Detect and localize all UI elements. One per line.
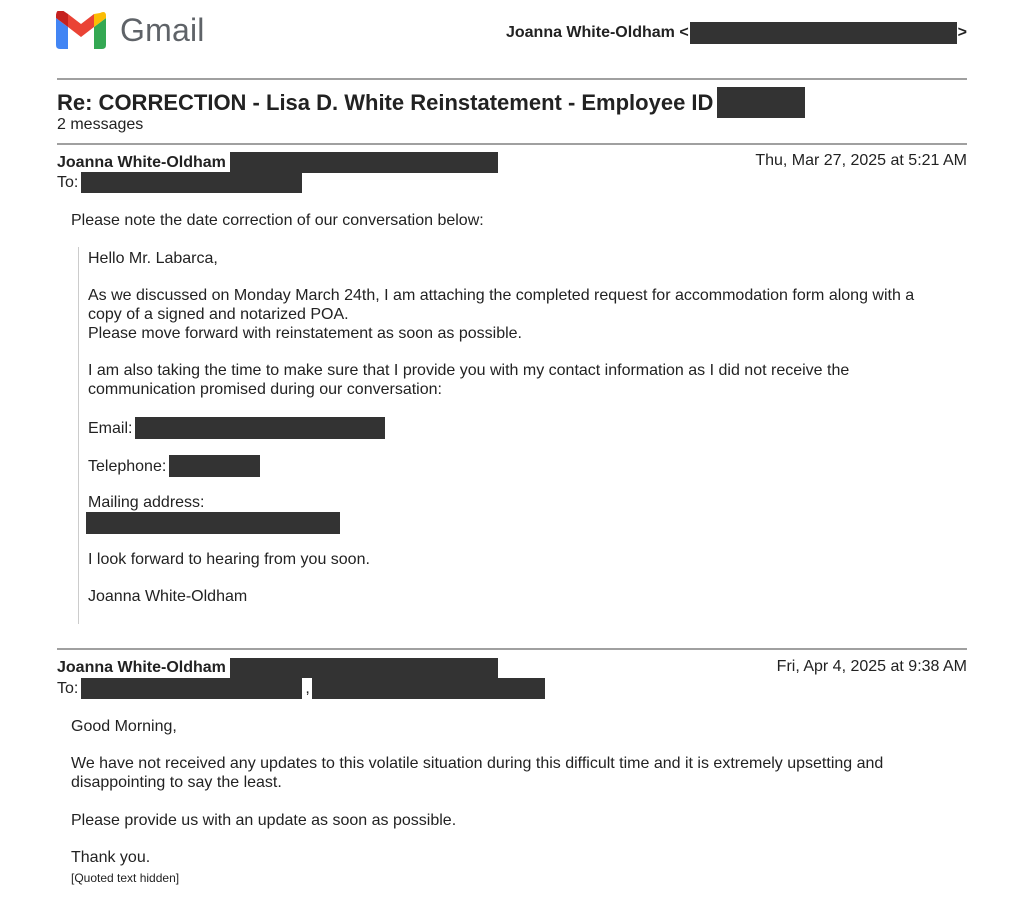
gmail-logo [56, 10, 205, 50]
quoted-paragraph-1: As we discussed on Monday March 24th, I am attaching the completed request for accommodation form along with a copy of a signed and notarized POA. Please move forward with reinstatement as soon as possible. [88, 287, 915, 342]
quoted-email-line [88, 417, 385, 439]
message2-thanks: Thank you. [71, 849, 151, 866]
redacted-account-email [690, 22, 957, 44]
quoted-text-hidden-link[interactable]: [Quoted text hidden] [71, 871, 180, 885]
header-divider [57, 78, 967, 80]
email-label: Email: [88, 419, 133, 437]
subject-text: Re: CORRECTION - Lisa D. White Reinstatement - Employee ID [57, 89, 714, 115]
message1-to-row [57, 172, 967, 193]
account-header [506, 22, 967, 44]
account-name: Joanna White-Oldham < [505, 24, 689, 41]
quoted-telephone-line [88, 455, 260, 477]
redacted-mailing-address [86, 512, 340, 534]
account-close-bracket: > [957, 24, 967, 41]
message1-from-row [57, 152, 967, 173]
message2-to-row [57, 678, 967, 699]
mailing-address-label: Mailing address: [88, 494, 205, 511]
sender-name: Joanna White-Oldham [57, 153, 226, 171]
subject-divider [57, 143, 967, 145]
message1-intro: Please note the date correction of our conversation below: [71, 212, 484, 229]
redacted-recipient-2 [312, 678, 545, 699]
gmail-wordmark: Gmail [120, 11, 205, 48]
message2-greeting: Good Morning, [71, 718, 177, 735]
message2-paragraph-1: We have not received any updates to this volatile situation during this difficult time and it is extremely upsetting and disappointing to say the least. [71, 755, 884, 791]
recipient-separator: , [305, 679, 310, 697]
message2-date: Fri, Apr 4, 2025 at 9:38 AM [776, 658, 967, 675]
sender-name: Joanna White-Oldham [57, 659, 226, 676]
redacted-sender-email [230, 658, 498, 678]
redacted-recipient-1 [81, 678, 302, 699]
redacted-telephone [169, 455, 260, 477]
quoted-paragraph-2: I am also taking the time to make sure that I provide you with my contact information as I did not receive the communication promised during our conversation: [88, 362, 850, 398]
message1-date: Thu, Mar 27, 2025 at 5:21 AM [755, 152, 967, 169]
redacted-sender-email [230, 152, 498, 173]
redacted-recipient [81, 172, 302, 193]
message2-paragraph-2: Please provide us with an update as soon as possible. [71, 812, 457, 829]
redacted-employee-id [717, 87, 805, 118]
quoted-greeting: Hello Mr. Labarca, [88, 250, 218, 267]
message2-from-row [57, 658, 967, 678]
gmail-m-icon [56, 11, 106, 49]
redacted-email [135, 417, 385, 439]
quoted-signature: Joanna White-Oldham [88, 588, 248, 605]
message-divider [57, 648, 967, 650]
telephone-label: Telephone: [88, 457, 167, 475]
message-count: 2 messages [57, 116, 144, 133]
to-label: To: [57, 173, 79, 191]
to-label: To: [57, 679, 79, 697]
quoted-closing: I look forward to hearing from you soon. [88, 551, 370, 568]
thread-subject [57, 87, 805, 118]
